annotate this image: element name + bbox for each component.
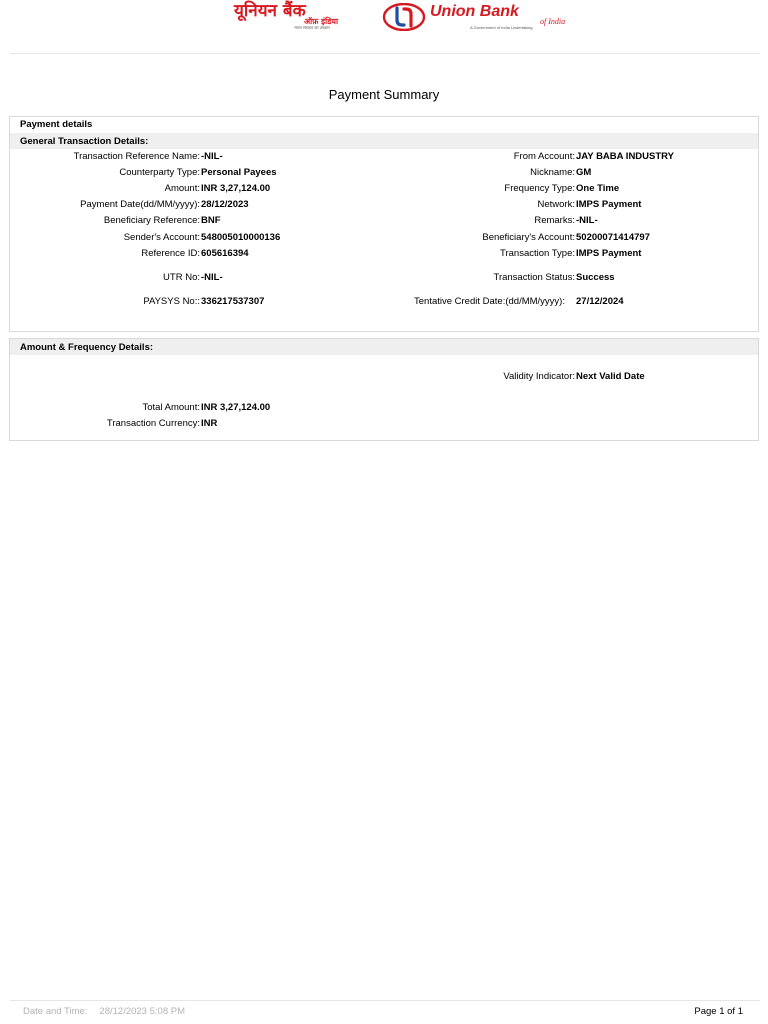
field-label: Transaction Reference Name: — [73, 151, 200, 162]
bank-tagline-hindi: भारत सरकार का उपक्रम — [294, 25, 330, 30]
field-label: Reference ID: — [141, 248, 200, 259]
field-value: INR 3,27,124.00 — [201, 183, 271, 194]
field-value: 605616394 — [201, 248, 249, 259]
union-bank-emblem-icon — [382, 3, 426, 31]
page-header — [0, 0, 768, 54]
date-time-label: Date and Time: — [23, 1006, 88, 1017]
section-title: General Transaction Details: — [20, 136, 149, 147]
date-time-value: 28/12/2023 5:08 PM — [99, 1006, 185, 1017]
bank-name-hindi: यूनियन बैंक — [234, 1, 306, 21]
bank-tagline-english: A Government of India Undertaking — [470, 25, 533, 30]
field-value: 548005010000136 — [201, 232, 281, 243]
field-label: Validity Indicator: — [503, 371, 575, 382]
field-value: -NIL- — [201, 272, 223, 283]
field-value: 28/12/2023 — [201, 199, 249, 210]
field-value: 27/12/2024 — [576, 296, 624, 307]
field-label: Amount: — [164, 183, 200, 194]
field-label: Nickname: — [530, 167, 575, 178]
field-label: Transaction Currency: — [106, 418, 200, 429]
field-value: IMPS Payment — [576, 199, 642, 210]
field-label: Payment Date(dd/MM/yyyy): — [80, 199, 200, 210]
field-label: Tentative Credit Date:(dd/MM/yyyy): — [414, 296, 565, 307]
field-value: BNF — [201, 215, 221, 226]
general-transaction-details-header — [10, 133, 758, 149]
field-label: Remarks: — [534, 215, 575, 226]
field-label: Counterparty Type: — [119, 167, 200, 178]
field-label: Transaction Status: — [493, 272, 575, 283]
field-label: UTR No: — [163, 272, 200, 283]
field-label: Network: — [537, 199, 575, 210]
field-value: 336217537307 — [201, 296, 265, 307]
field-label: Beneficiary Reference: — [103, 215, 200, 226]
field-value: Success — [576, 272, 615, 283]
footer-date-time — [23, 1006, 185, 1017]
amount-frequency-header — [10, 339, 758, 355]
page-number: Page 1 of 1 — [694, 1006, 743, 1017]
field-label: Sender's Account: — [123, 232, 200, 243]
field-value: INR — [201, 418, 218, 429]
field-label: PAYSYS No:: — [143, 296, 200, 307]
amount-frequency-panel — [9, 338, 759, 441]
field-value: IMPS Payment — [576, 248, 642, 259]
payment-details-panel — [9, 116, 759, 332]
page-title: Payment Summary — [328, 87, 440, 102]
field-value: GM — [576, 167, 592, 178]
field-value: -NIL- — [201, 151, 223, 162]
field-value: JAY BABA INDUSTRY — [576, 151, 675, 162]
field-label: Transaction Type: — [500, 248, 575, 259]
field-value: -NIL- — [576, 215, 598, 226]
bank-logo — [232, 2, 580, 32]
header-divider — [10, 53, 760, 54]
payment-details-title: Payment details — [20, 119, 93, 130]
field-value: Next Valid Date — [576, 371, 645, 382]
bank-name-hindi-sub: ऑफ़ इंडिया — [304, 17, 339, 26]
field-value: Personal Payees — [201, 167, 277, 178]
field-label: Frequency Type: — [504, 183, 575, 194]
footer-divider — [10, 1000, 760, 1001]
section-title: Amount & Frequency Details: — [20, 342, 154, 353]
bank-name-english-sub: of India — [540, 17, 566, 26]
field-label: Beneficiary's Account: — [482, 232, 575, 243]
field-value: 50200071414797 — [576, 232, 650, 243]
field-label: Total Amount: — [142, 402, 200, 413]
field-value: One Time — [576, 183, 620, 194]
bank-name-english: Union Bank — [430, 3, 519, 20]
field-value: INR 3,27,124.00 — [201, 402, 271, 413]
field-label: From Account: — [513, 151, 575, 162]
